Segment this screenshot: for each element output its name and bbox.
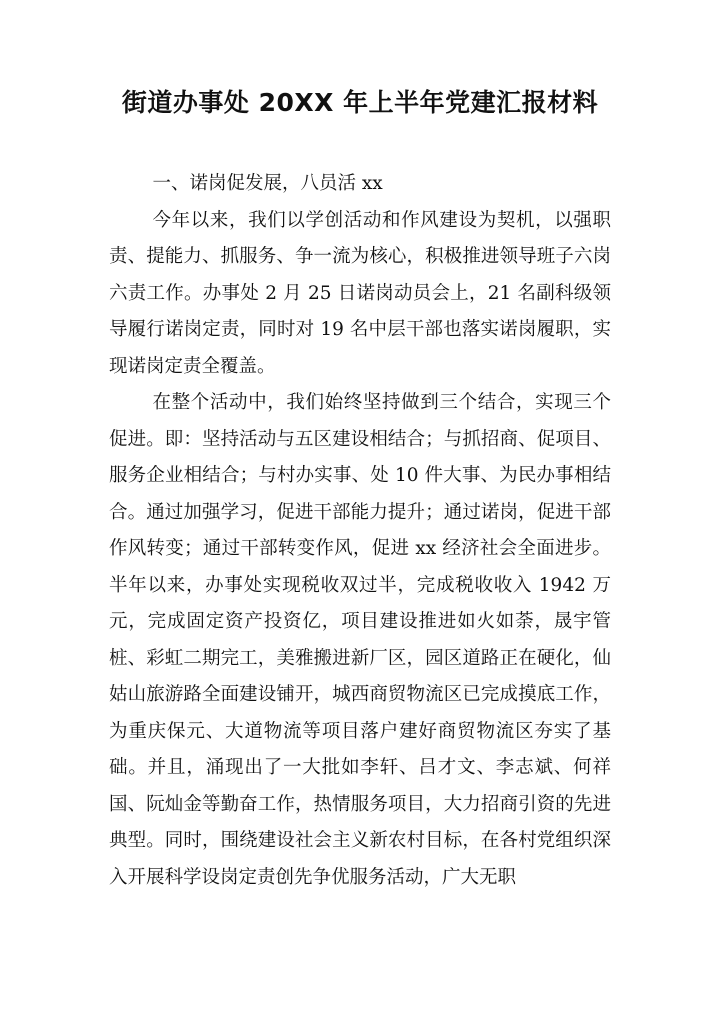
document-title: 街道办事处 20XX 年上半年党建汇报材料 — [121, 88, 599, 117]
body-paragraph-2: 在整个活动中，我们始终坚持做到三个结合，实现三个促进。即：坚持活动与五区建设相结合；与抓招商、促项目、服务企业相结合；与村办实事、处 10 件大事、为民办事相结合。通过加强学习，促进干部能力提升；通过诺岗，促进干部作风转变；通过干部转变作风，促进 xx 经济社会全面进步。半年以来，办事处实现税收双过半，完成税收收入 1942 万元，完成固定资产投资亿，项目建设推进如火如荼，晟宇管桩、彩虹二期完工，美雅搬进新厂区，园区道路正在硬化，仙姑山旅游路全面建设铺开，城西商贸物流区已完成摸底工作，为重庆保元、大道物流等项目落户建好商贸物流区夯实了基础。并且，涌现出了一大批如李轩、吕才文、李志斌、何祥国、阮灿金等勤奋工作，热情服务项目，大力招商引资的先进典型。同时，围绕建设社会主义新农村目标，在各村党组织深入开展科学设岗定责创先争优服务活动，广大无职 — [109, 392, 611, 888]
section-heading: 一、诺岗促发展，八员活 xx — [152, 173, 383, 194]
document-body — [109, 166, 611, 896]
body-paragraph-1: 今年以来，我们以学创活动和作风建设为契机，以强职责、提能力、抓服务、争一流为核心，积极推进领导班子六岗六责工作。办事处 2 月 25 日诺岗动员会上，21 名副科级领导履行诺岗定责，同时对 19 名中层干部也落实诺岗履职，实现诺岗定责全覆盖。 — [109, 209, 611, 377]
